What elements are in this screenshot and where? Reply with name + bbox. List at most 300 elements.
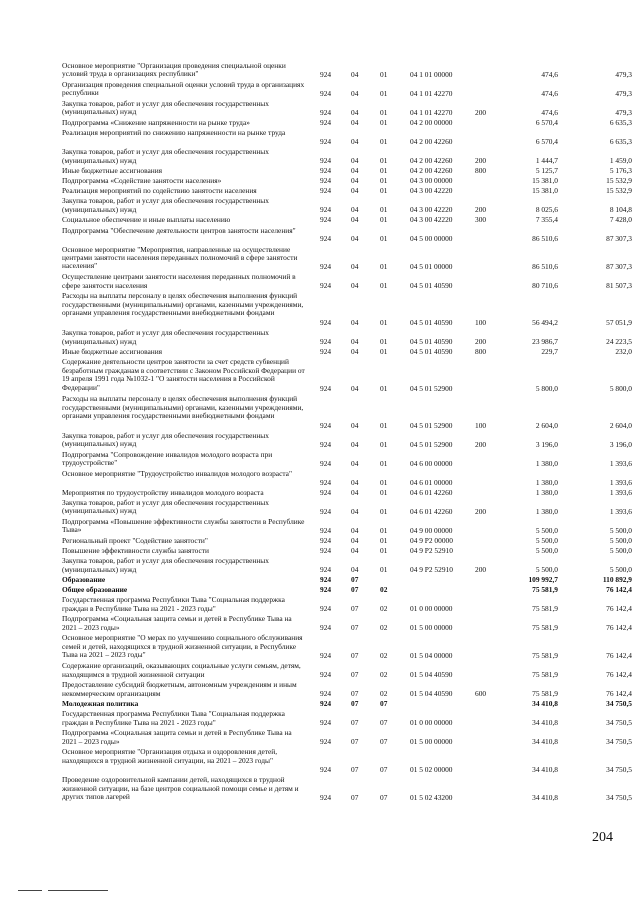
cell-name: Общее образование	[62, 585, 128, 595]
cell-ministry: 924	[320, 487, 332, 497]
table-row	[0, 489, 640, 498]
cell-csr: 01 5 04 00000	[410, 651, 453, 661]
cell-y1: 1 444,7	[535, 155, 558, 165]
cell-ministry: 924	[320, 565, 332, 575]
cell-csr: 04 3 00 00000	[410, 176, 453, 186]
cell-y1: 5 500,0	[535, 546, 558, 556]
cell-pr: 01	[380, 487, 388, 497]
cell-y2: 76 142,4	[606, 670, 632, 680]
cell-pr: 01	[380, 281, 388, 291]
cell-vr: 200	[475, 107, 487, 117]
cell-ministry: 924	[320, 318, 332, 328]
cell-y2: 479,3	[615, 107, 632, 117]
cell-ministry: 924	[320, 525, 332, 535]
cell-ministry: 924	[320, 575, 332, 585]
cell-rz: 04	[351, 281, 359, 291]
cell-csr: 04 3 00 42220	[410, 205, 453, 215]
footer-rule	[18, 890, 42, 891]
table-row	[0, 148, 640, 166]
cell-rz: 04	[351, 262, 359, 272]
cell-ministry: 924	[320, 536, 332, 545]
cell-csr: 04 2 00 42260	[410, 166, 453, 176]
cell-rz: 04	[351, 536, 359, 545]
cell-rz: 07	[351, 689, 359, 699]
table-row	[0, 729, 640, 747]
cell-csr: 04 5 01 52900	[410, 439, 453, 449]
cell-rz: 04	[351, 136, 359, 146]
cell-ministry: 924	[320, 176, 332, 186]
cell-y2: 15 532,9	[606, 176, 632, 186]
cell-name: Образование	[62, 575, 106, 585]
cell-y2: 15 532,9	[606, 186, 632, 196]
cell-csr: 04 3 00 42220	[410, 186, 453, 196]
table-row	[0, 395, 640, 431]
cell-y1: 34 410,8	[532, 737, 558, 747]
cell-y1: 34 410,8	[532, 793, 558, 803]
cell-pr: 02	[380, 689, 388, 699]
table-row	[0, 197, 640, 215]
cell-name: Подпрограмма «Социальная защита семьи и детей в Республике Тыва на 2021 – 2023 годы»	[62, 614, 292, 632]
cell-pr: 01	[380, 439, 388, 449]
cell-name: Реализация мероприятий по снижению напряженности на рынке труда	[62, 128, 286, 138]
cell-ministry: 924	[320, 69, 332, 79]
cell-vr: 200	[475, 155, 487, 165]
table-row	[0, 547, 640, 556]
cell-y2: 1 393,6	[609, 477, 632, 487]
cell-y2: 1 393,6	[609, 458, 632, 468]
cell-name: Содержание организаций, оказывающих социальные услуги семьям, детям, находящимся в трудной жизненной ситуации	[62, 661, 301, 679]
table-row	[0, 615, 640, 633]
cell-vr: 100	[475, 318, 487, 328]
cell-vr: 300	[475, 215, 487, 225]
table-row	[0, 700, 640, 709]
cell-ministry: 924	[320, 262, 332, 272]
cell-ministry: 924	[320, 793, 332, 803]
cell-name: Закупка товаров, работ и услуг для обеспечения государственных (муниципальных) нужд	[62, 556, 269, 574]
table-row	[0, 499, 640, 517]
cell-pr: 01	[380, 420, 388, 430]
cell-rz: 04	[351, 337, 359, 347]
cell-y2: 57 051,9	[606, 318, 632, 328]
cell-y1: 75 581,9	[532, 623, 558, 633]
table-row	[0, 710, 640, 728]
footer-rule	[48, 890, 108, 891]
cell-name: Основное мероприятие "Организация отдыха и оздоровления детей, находящихся в трудной жизненной ситуации, на 2021 – 2023 годы"	[62, 747, 278, 765]
cell-y2: 76 142,4	[606, 585, 632, 595]
cell-ministry: 924	[320, 420, 332, 430]
cell-y1: 15 381,0	[532, 176, 558, 186]
cell-ministry: 924	[320, 347, 332, 357]
cell-y1: 86 510,6	[532, 234, 558, 244]
cell-name: Молодежная политика	[62, 699, 139, 709]
cell-pr: 07	[380, 718, 388, 728]
table-row	[0, 358, 640, 394]
cell-csr: 04 6 00 00000	[410, 458, 453, 468]
cell-y1: 23 986,7	[532, 337, 558, 347]
cell-pr: 01	[380, 546, 388, 556]
cell-csr: 04 5 01 00000	[410, 262, 453, 272]
table-row	[0, 62, 640, 80]
cell-pr: 01	[380, 262, 388, 272]
cell-y2: 34 750,5	[606, 699, 632, 709]
cell-y2: 7 428,0	[609, 215, 632, 225]
cell-y2: 6 635,3	[609, 136, 632, 146]
cell-y2: 6 635,3	[609, 118, 632, 127]
cell-y2: 5 500,0	[609, 546, 632, 556]
table-row	[0, 748, 640, 775]
cell-rz: 07	[351, 623, 359, 633]
cell-vr: 800	[475, 347, 487, 357]
cell-y1: 34 410,8	[532, 765, 558, 775]
cell-rz: 07	[351, 575, 359, 585]
cell-y2: 5 176,3	[609, 166, 632, 176]
cell-csr: 04 9 P2 52910	[410, 546, 453, 556]
cell-y1: 109 992,7	[528, 575, 558, 585]
cell-y2: 24 223,5	[606, 337, 632, 347]
cell-name: Закупка товаров, работ и услуг для обеспечения государственных (муниципальных) нужд	[62, 99, 269, 117]
cell-pr: 01	[380, 69, 388, 79]
cell-vr: 200	[475, 205, 487, 215]
cell-y1: 34 410,8	[532, 699, 558, 709]
cell-name: Мероприятия по трудоустройству инвалидов молодого возраста	[62, 487, 264, 497]
cell-pr: 01	[380, 347, 388, 357]
cell-ministry: 924	[320, 458, 332, 468]
cell-y1: 5 500,0	[535, 536, 558, 545]
cell-name: Подпрограмма "Обеспечение деятельности центров занятости населения"	[62, 225, 296, 235]
cell-ministry: 924	[320, 136, 332, 146]
cell-y2: 5 500,0	[609, 565, 632, 575]
cell-pr: 01	[380, 88, 388, 98]
cell-rz: 04	[351, 565, 359, 575]
cell-y2: 34 750,5	[606, 718, 632, 728]
cell-pr: 01	[380, 107, 388, 117]
cell-y2: 2 604,0	[609, 420, 632, 430]
cell-rz: 04	[351, 107, 359, 117]
cell-csr: 04 6 01 42260	[410, 506, 453, 516]
cell-name: Основное мероприятие "Мероприятия, направленные на осуществление центрами занятости населения переданных полномочий в сфере занятости населения"	[62, 244, 298, 271]
cell-pr: 01	[380, 205, 388, 215]
cell-rz: 04	[351, 420, 359, 430]
cell-csr: 04 5 01 52900	[410, 420, 453, 430]
cell-y1: 3 196,0	[535, 439, 558, 449]
cell-rz: 07	[351, 670, 359, 680]
table-row	[0, 216, 640, 225]
cell-y1: 34 410,8	[532, 718, 558, 728]
cell-name: Государственная программа Республики Тыва "Социальная поддержка граждан в Республике Тыва на 2021 - 2023 годы"	[62, 595, 285, 613]
cell-ministry: 924	[320, 439, 332, 449]
cell-ministry: 924	[320, 546, 332, 556]
cell-y2: 5 500,0	[609, 525, 632, 535]
cell-csr: 04 6 01 42260	[410, 487, 453, 497]
cell-pr: 01	[380, 136, 388, 146]
cell-csr: 04 5 01 40590	[410, 318, 453, 328]
cell-name: Расходы на выплаты персоналу в целях обеспечения выполнения функций государственными (муниципальными) органами, казенными учреждениями, органами управления государственными внебюджетными фондами	[62, 394, 304, 420]
cell-y2: 1 393,6	[609, 487, 632, 497]
cell-rz: 04	[351, 166, 359, 176]
cell-csr: 01 5 04 40590	[410, 670, 453, 680]
cell-ministry: 924	[320, 604, 332, 614]
cell-y1: 5 125,7	[535, 166, 558, 176]
cell-rz: 04	[351, 439, 359, 449]
cell-ministry: 924	[320, 205, 332, 215]
cell-pr: 02	[380, 585, 388, 595]
cell-csr: 04 5 01 40590	[410, 337, 453, 347]
cell-name: Подпрограмма «Содействие занятости населения»	[62, 176, 222, 186]
cell-y1: 75 581,9	[532, 651, 558, 661]
cell-pr: 02	[380, 651, 388, 661]
cell-vr: 200	[475, 439, 487, 449]
cell-ministry: 924	[320, 477, 332, 487]
table-row	[0, 537, 640, 546]
cell-y1: 6 570,4	[535, 136, 558, 146]
table-row	[0, 586, 640, 595]
cell-pr: 01	[380, 506, 388, 516]
cell-vr: 100	[475, 420, 487, 430]
cell-y2: 76 142,4	[606, 689, 632, 699]
cell-csr: 04 1 01 42270	[410, 88, 453, 98]
cell-csr: 04 6 01 00000	[410, 477, 453, 487]
table-row	[0, 576, 640, 585]
cell-ministry: 924	[320, 585, 332, 595]
cell-name: Основное мероприятие "Трудоустройство инвалидов молодого возраста"	[62, 468, 292, 478]
table-row	[0, 81, 640, 99]
cell-ministry: 924	[320, 383, 332, 393]
cell-y2: 479,3	[615, 88, 632, 98]
cell-csr: 04 9 P2 00000	[410, 536, 453, 545]
cell-y1: 5 500,0	[535, 525, 558, 535]
cell-y1: 86 510,6	[532, 262, 558, 272]
cell-rz: 04	[351, 546, 359, 556]
cell-csr: 04 5 01 40590	[410, 281, 453, 291]
cell-pr: 01	[380, 166, 388, 176]
cell-name: Подпрограмма «Социальная защита семьи и детей в Республике Тыва на 2021 – 2023 годы»	[62, 728, 292, 746]
cell-pr: 01	[380, 458, 388, 468]
table-row	[0, 167, 640, 176]
cell-name: Закупка товаров, работ и услуг для обеспечения государственных (муниципальных) нужд	[62, 196, 269, 214]
table-row	[0, 662, 640, 680]
cell-y2: 3 196,0	[609, 439, 632, 449]
cell-pr: 07	[380, 699, 388, 709]
cell-pr: 01	[380, 565, 388, 575]
cell-pr: 01	[380, 318, 388, 328]
cell-pr: 07	[380, 765, 388, 775]
cell-y2: 34 750,5	[606, 793, 632, 803]
cell-ministry: 924	[320, 651, 332, 661]
cell-y2: 87 307,3	[606, 262, 632, 272]
cell-name: Проведение оздоровительной кампании детей, находящихся в трудной жизненной ситуации, на базе центров социальной помощи семье и детям и других типов лагерей	[62, 775, 299, 802]
cell-pr: 01	[380, 477, 388, 487]
table-row	[0, 129, 640, 147]
cell-name: Государственная программа Республики Тыва "Социальная поддержка граждан в Республике Тыва на 2021 - 2023 годы"	[62, 709, 285, 727]
cell-rz: 04	[351, 318, 359, 328]
cell-vr: 200	[475, 337, 487, 347]
cell-y2: 76 142,4	[606, 651, 632, 661]
cell-pr: 01	[380, 155, 388, 165]
cell-y1: 1 380,0	[535, 458, 558, 468]
cell-name: Подпрограмма «Снижение напряженности на рынке труда»	[62, 118, 250, 127]
cell-pr: 01	[380, 118, 388, 127]
cell-name: Повышение эффективности службы занятости	[62, 546, 209, 556]
cell-ministry: 924	[320, 166, 332, 176]
cell-name: Закупка товаров, работ и услуг для обеспечения государственных (муниципальных) нужд	[62, 498, 269, 516]
cell-pr: 07	[380, 737, 388, 747]
table-row	[0, 451, 640, 469]
cell-y1: 8 025,6	[535, 205, 558, 215]
cell-name: Иные бюджетные ассигнования	[62, 166, 163, 176]
cell-csr: 04 9 P2 52910	[410, 565, 453, 575]
cell-ministry: 924	[320, 737, 332, 747]
cell-rz: 04	[351, 215, 359, 225]
cell-rz: 04	[351, 458, 359, 468]
cell-y2: 34 750,5	[606, 765, 632, 775]
cell-rz: 04	[351, 525, 359, 535]
cell-y2: 110 892,9	[602, 575, 632, 585]
cell-y1: 1 380,0	[535, 477, 558, 487]
cell-pr: 01	[380, 383, 388, 393]
cell-y2: 34 750,5	[606, 737, 632, 747]
cell-rz: 04	[351, 506, 359, 516]
cell-csr: 01 5 02 00000	[410, 765, 453, 775]
cell-pr: 02	[380, 670, 388, 680]
cell-ministry: 924	[320, 670, 332, 680]
cell-name: Подпрограмма «Повышение эффективности службы занятости в Республике Тыва»	[62, 517, 305, 535]
cell-y1: 474,6	[541, 88, 558, 98]
cell-csr: 04 1 01 00000	[410, 69, 453, 79]
cell-name: Реализация мероприятий по содействию занятости населения	[62, 186, 257, 196]
cell-pr: 01	[380, 525, 388, 535]
cell-ministry: 924	[320, 689, 332, 699]
cell-rz: 07	[351, 604, 359, 614]
cell-y1: 5 500,0	[535, 565, 558, 575]
cell-y1: 75 581,9	[532, 689, 558, 699]
cell-rz: 07	[351, 793, 359, 803]
table-row	[0, 187, 640, 196]
table-row	[0, 292, 640, 328]
cell-csr: 04 5 01 40590	[410, 347, 453, 357]
cell-csr: 04 1 01 42270	[410, 107, 453, 117]
table-row	[0, 557, 640, 575]
table-row	[0, 634, 640, 661]
cell-ministry: 924	[320, 88, 332, 98]
cell-y2: 232,0	[615, 347, 632, 357]
table-row	[0, 518, 640, 536]
table-row	[0, 273, 640, 291]
table-row	[0, 470, 640, 488]
cell-y2: 81 507,3	[606, 281, 632, 291]
cell-ministry: 924	[320, 234, 332, 244]
cell-csr: 04 2 00 42260	[410, 155, 453, 165]
cell-rz: 04	[351, 155, 359, 165]
cell-pr: 01	[380, 176, 388, 186]
cell-rz: 04	[351, 477, 359, 487]
cell-pr: 01	[380, 215, 388, 225]
table-row	[0, 246, 640, 273]
cell-rz: 04	[351, 347, 359, 357]
cell-name: Осуществление центрами занятости населения переданных полномочий в сфере занятости населения	[62, 272, 296, 290]
cell-rz: 07	[351, 718, 359, 728]
cell-vr: 200	[475, 565, 487, 575]
cell-y1: 75 581,9	[532, 604, 558, 614]
cell-vr: 800	[475, 166, 487, 176]
cell-name: Иные бюджетные ассигнования	[62, 347, 163, 357]
cell-ministry: 924	[320, 506, 332, 516]
cell-ministry: 924	[320, 337, 332, 347]
cell-csr: 04 5 00 00000	[410, 234, 453, 244]
cell-vr: 600	[475, 689, 487, 699]
cell-rz: 07	[351, 765, 359, 775]
cell-y1: 474,6	[541, 107, 558, 117]
table-row	[0, 432, 640, 450]
cell-csr: 01 0 00 00000	[410, 718, 453, 728]
cell-ministry: 924	[320, 699, 332, 709]
cell-rz: 07	[351, 651, 359, 661]
cell-y2: 8 104,8	[609, 205, 632, 215]
cell-pr: 01	[380, 337, 388, 347]
cell-y1: 7 355,4	[535, 215, 558, 225]
cell-name: Закупка товаров, работ и услуг для обеспечения государственных (муниципальных) нужд	[62, 147, 269, 165]
cell-ministry: 924	[320, 281, 332, 291]
cell-y1: 80 710,6	[532, 281, 558, 291]
cell-pr: 02	[380, 623, 388, 633]
cell-ministry: 924	[320, 118, 332, 127]
cell-y2: 1 459,0	[609, 155, 632, 165]
cell-y1: 2 604,0	[535, 420, 558, 430]
cell-rz: 04	[351, 88, 359, 98]
cell-y1: 1 380,0	[535, 487, 558, 497]
cell-rz: 04	[351, 234, 359, 244]
cell-name: Основное мероприятие "Организация проведения специальной оценки условий труда в организациях республики"	[62, 61, 286, 79]
cell-csr: 01 5 04 40590	[410, 689, 453, 699]
cell-name: Организация проведения специальной оценки условий труда в организациях республики	[62, 80, 305, 98]
cell-csr: 04 2 00 00000	[410, 118, 453, 127]
cell-y1: 15 381,0	[532, 186, 558, 196]
cell-y1: 474,6	[541, 69, 558, 79]
table-row	[0, 776, 640, 803]
cell-rz: 04	[351, 186, 359, 196]
table-row	[0, 227, 640, 245]
cell-csr: 04 9 00 00000	[410, 525, 453, 535]
cell-rz: 07	[351, 699, 359, 709]
cell-name: Региональный проект "Содействие занятости"	[62, 536, 208, 545]
cell-name: Содержание деятельности центров занятости за счет средств субвенций безработным гражданам в соответствии с Законом Российской Федерации от 19 апреля 1991 года №1032-1 "О занятости населения в Российской Федерации"	[62, 357, 305, 392]
cell-rz: 04	[351, 69, 359, 79]
table-row	[0, 681, 640, 699]
page-number: 204	[592, 830, 613, 845]
cell-name: Закупка товаров, работ и услуг для обеспечения государственных (муниципальных) нужд	[62, 328, 269, 346]
cell-y1: 6 570,4	[535, 118, 558, 127]
table-row	[0, 100, 640, 118]
table-row	[0, 329, 640, 347]
cell-y2: 479,3	[615, 69, 632, 79]
cell-ministry: 924	[320, 623, 332, 633]
cell-y2: 87 307,3	[606, 234, 632, 244]
cell-name: Предоставление субсидий бюджетным, автономным учреждениям и иным некоммерческим организациям	[62, 680, 297, 698]
table-row	[0, 348, 640, 357]
table-row	[0, 119, 640, 128]
cell-name: Социальное обеспечение и иные выплаты населению	[62, 215, 231, 225]
cell-name: Подпрограмма "Сопровождение инвалидов молодого возраста при трудоустройстве"	[62, 449, 273, 468]
cell-rz: 04	[351, 487, 359, 497]
cell-name: Основное мероприятие "О мерах по улучшению социального обслуживания семей и детей, находящихся в трудной жизненной ситуации, в Республике Тыва на 2021 – 2023 годы"	[62, 633, 303, 660]
cell-pr: 01	[380, 186, 388, 196]
cell-csr: 04 3 00 42220	[410, 215, 453, 225]
cell-y2: 5 500,0	[609, 536, 632, 545]
cell-rz: 07	[351, 585, 359, 595]
cell-y1: 229,7	[541, 347, 558, 357]
cell-pr: 01	[380, 234, 388, 244]
cell-name: Закупка товаров, работ и услуг для обеспечения государственных (муниципальных) нужд	[62, 430, 269, 449]
cell-y1: 75 581,9	[532, 585, 558, 595]
